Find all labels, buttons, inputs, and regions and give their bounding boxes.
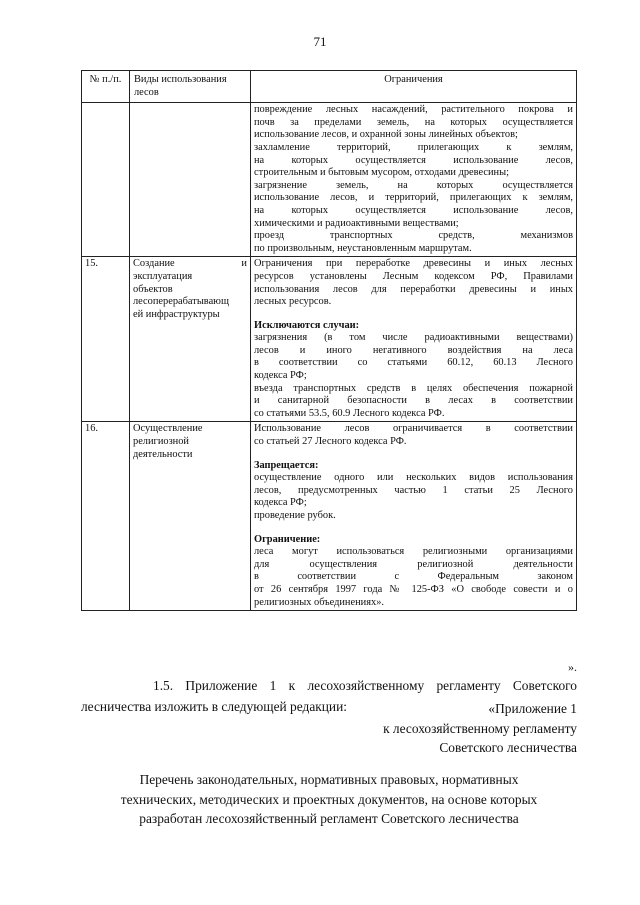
text-line: на которых осуществляется использование лесов, xyxy=(254,204,573,216)
col-header-number: № п./п. xyxy=(82,71,130,103)
text-line: проезд транспортных средств, механизмов xyxy=(254,230,573,242)
use-type-line: Создание и xyxy=(133,258,247,270)
text-line: захламление территорий, прилегающих к землям, xyxy=(254,141,573,153)
text-line: строительным и бытовым мусором, отходами древесины; xyxy=(254,167,509,179)
cell-restrictions xyxy=(251,103,577,257)
table-row-15 xyxy=(82,257,577,422)
page-number: 71 xyxy=(313,34,327,49)
text-line: леса могут использоваться религиозными организациями xyxy=(254,546,573,558)
appendix-line: к лесохозяйственному регламенту xyxy=(383,720,577,736)
text-line: со статьями 53.5, 60.9 Лесного кодекса РФ. xyxy=(254,407,445,419)
closing-quote: ». xyxy=(568,660,577,674)
table-row-continued xyxy=(82,103,577,257)
text-line: в соответствии с Федеральным законом xyxy=(254,571,573,583)
text-line: для осуществления религиозной деятельности xyxy=(254,558,573,570)
text-line: загрязнения (в том числе радиоактивными веществами) xyxy=(254,332,573,344)
table-header-row xyxy=(82,71,577,103)
text-line: кодекса РФ; xyxy=(254,370,307,382)
restrictions-cell xyxy=(251,257,577,422)
restrictions-table xyxy=(81,70,577,611)
col-header-use-type: Виды использования лесов xyxy=(130,71,251,103)
text-line: по произвольным, неустановленным маршрутам. xyxy=(254,242,472,254)
use-type-line: Осуществление xyxy=(133,423,203,435)
text-line: и санитарной безопасности в лесах в соответствии xyxy=(254,395,573,407)
use-type-line: религиозной xyxy=(133,436,189,448)
appendix-line: Советского лесничества xyxy=(439,740,577,755)
cell-number xyxy=(82,103,130,257)
paragraph-line: лесничества изложить в следующей редакции: xyxy=(81,699,347,714)
paragraph-line: 1.5. Приложение 1 к лесохозяйственному регламенту Советского xyxy=(153,678,577,693)
use-type-cell xyxy=(130,257,251,422)
use-type-line: эксплуатация xyxy=(133,270,193,282)
text-line: использования лесов для переработки древесины и иных xyxy=(254,283,573,295)
cell-use-type xyxy=(130,103,251,257)
section-heading: Запрещается: xyxy=(254,459,319,471)
text-line: лесных ресурсов. xyxy=(254,296,332,308)
text-line: на которых осуществляется использование лесов, xyxy=(254,154,573,166)
text-line: со статьей 27 Лесного кодекса РФ. xyxy=(254,436,407,448)
use-type-cell xyxy=(130,422,251,611)
title-line: Перечень законодательных, нормативных правовых, нормативных xyxy=(139,772,519,787)
text-line: религиозных объединениях». xyxy=(254,596,384,608)
text-line: осуществление одного или нескольких видов использования xyxy=(254,472,573,484)
text-line: использование лесов, и территорий, прилегающих к землям, xyxy=(254,192,573,204)
document-title xyxy=(81,770,577,829)
use-type-line: лесоперерабатывающ xyxy=(133,296,229,308)
title-line: разработан лесохозяйственный регламент Советского лесничества xyxy=(139,811,519,826)
row-number: 15. xyxy=(82,257,130,422)
use-type-line: объектов xyxy=(133,283,173,295)
title-line: технических, методических и проектных документов, на основе которых xyxy=(120,791,538,807)
text-line: лесов, предусмотренных частью 1 статьи 25 Лесного xyxy=(254,484,573,496)
restrictions-cell xyxy=(251,422,577,611)
section-heading: Исключаются случаи: xyxy=(254,319,360,331)
text-line: ресурсов установлены Лесным кодексом РФ, Правилами xyxy=(254,270,573,282)
appendix-line: «Приложение 1 xyxy=(488,701,577,716)
section-heading: Ограничение: xyxy=(254,533,321,545)
text-line: от 26 сентября 1997 года № 125-ФЗ «О свободе совести и о xyxy=(254,583,573,595)
col-header-restrictions: Ограничения xyxy=(251,71,577,103)
use-type-line: деятельности xyxy=(133,448,193,460)
table-row-16 xyxy=(82,422,577,611)
text-line: использование лесов, и охранной зоны линейных объектов; xyxy=(254,129,518,141)
text-line: Использование лесов ограничивается в соответствии xyxy=(254,423,573,435)
appendix-header xyxy=(383,699,577,758)
use-type-line: ей инфраструктуры xyxy=(133,308,220,320)
text-line: повреждение лесных насаждений, растительного покрова и xyxy=(254,104,573,116)
text-line: Ограничения при переработке древесины и иных лесных xyxy=(254,258,573,270)
text-line: в соответствии со статьями 60.12, 60.13 Лесного xyxy=(254,357,573,369)
text-line: въезда транспортных средств в целях обеспечения пожарной xyxy=(254,382,573,394)
text-line: лесов и иного негативного воздействия на леса xyxy=(254,344,573,356)
text-line: загрязнение земель, на которых осуществляется xyxy=(254,179,573,191)
text-line: кодекса РФ; xyxy=(254,497,307,509)
text-line: проведение рубок. xyxy=(254,510,336,521)
text-line: почв за пределами земель, на которых осуществляется xyxy=(254,116,573,128)
text-line: химическими и радиоактивными веществами; xyxy=(254,217,459,229)
row-number: 16. xyxy=(82,422,130,611)
